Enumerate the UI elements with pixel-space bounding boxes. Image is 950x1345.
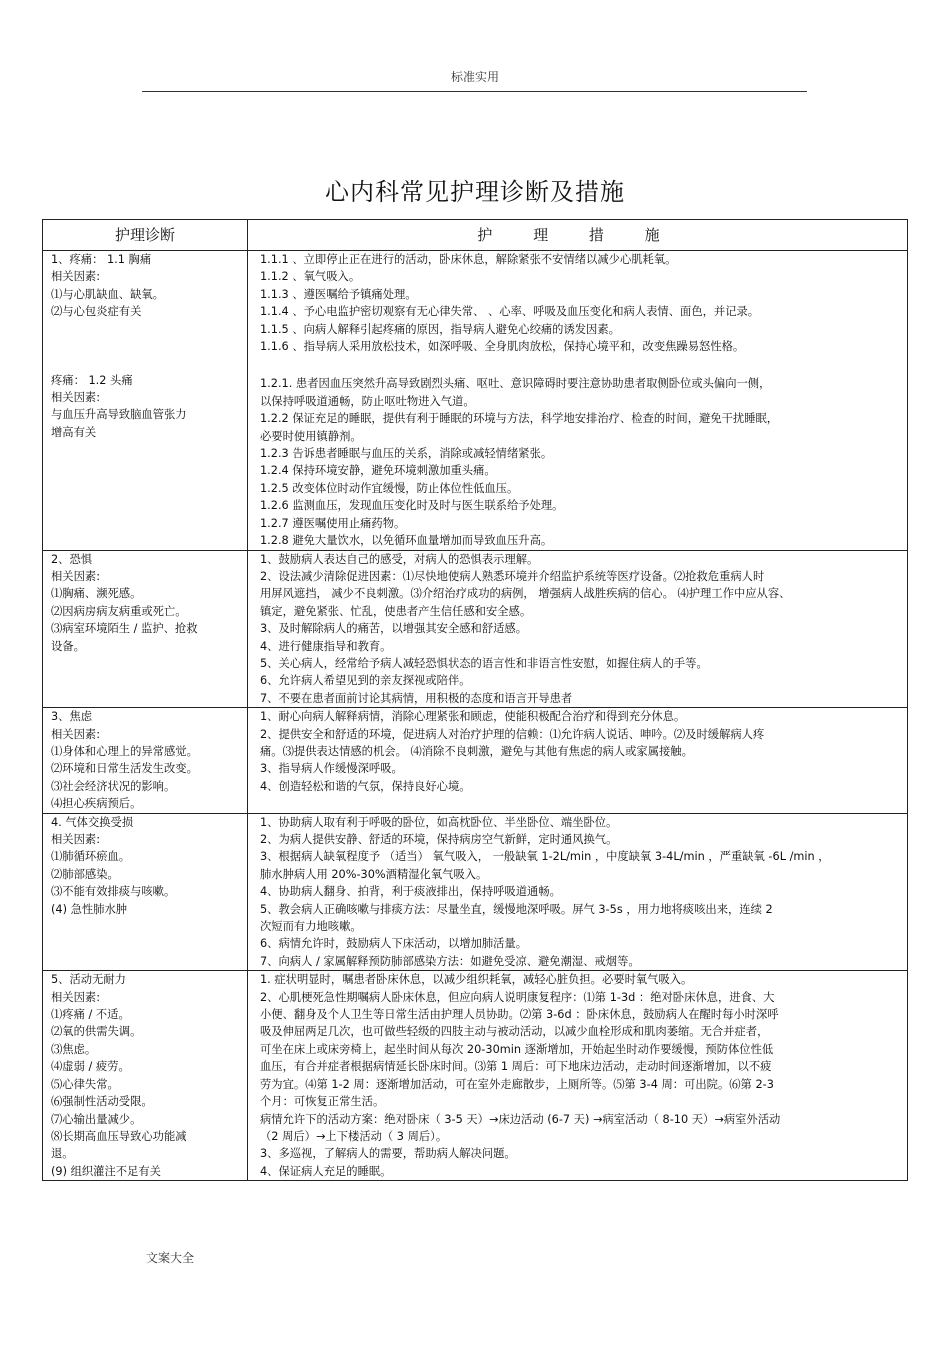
measure-line: 1、鼓励病人表达自己的感受，对病人的恐惧表示理解。 — [260, 552, 539, 566]
diagnosis-cell — [43, 708, 248, 813]
diagnosis-line: 4. 气体交换受损 — [51, 815, 134, 829]
diagnosis-line: ⑷虚弱 / 疲劳。 — [51, 1060, 130, 1074]
measures-cell — [248, 813, 908, 971]
diagnosis-line: 相关因素: — [51, 990, 100, 1004]
diagnosis-cell — [43, 251, 248, 551]
diagnosis-line: ⑵因病房病友病重或死亡。 — [51, 604, 187, 618]
diagnosis-line: ⑵环境和日常生活发生改变。 — [51, 762, 198, 776]
measure-line: 吸及伸屈两足几次，也可做些轻级的四肢主动与被动活动，以减少血栓形成和肌肉萎缩。无合并症者， — [260, 1025, 769, 1039]
measures-column-header: 护 理 措 施 — [248, 220, 908, 251]
table-row — [43, 550, 908, 708]
measure-line: 5、教会病人正确咳嗽与排痰方法：尽量坐直，缓慢地深呼吸。屏气 3-5s ，用力地将痰咳出来，连续 2 — [260, 902, 773, 916]
measure-line: 1.2.4 保持环境安静，避免环境刺激加重头痛。 — [260, 464, 496, 478]
diagnosis-line: ⑶病室环境陌生 / 监护、抢救 — [51, 622, 198, 636]
measure-line: 3、根据病人缺氧程度予 （适当） 氧气吸入， 一般缺氧 1-2L/min ，中度缺氧 3-4L/min ，严重缺氧 -6L /min ， — [260, 850, 830, 864]
measure-line: 痛。⑶提供表达情感的机会。 ⑷消除不良刺激，避免与其他有焦虑的病人或家属接触。 — [260, 744, 693, 758]
measure-line: 7、不要在患者面前讨论其病情，用积极的态度和语言开导患者 — [260, 691, 573, 705]
measures-cell — [248, 708, 908, 813]
diagnosis-line: ⑻长期高血压导致心功能减 — [51, 1129, 187, 1143]
measure-line: 4、保证病人充足的睡眠。 — [260, 1164, 392, 1178]
diagnosis-cell — [43, 971, 248, 1181]
measure-line: 1.1.3 、遵医嘱给予镇痛处理。 — [260, 287, 417, 301]
diagnosis-line: 5、活动无耐力 — [51, 973, 126, 987]
page-footer: 文案大全 — [146, 1251, 195, 1265]
diagnosis-line: 相关因素: — [51, 391, 100, 405]
measure-line: 3、指导病人作缓慢深呼吸。 — [260, 762, 403, 776]
diagnosis-line: 疼痛： 1.2 头痛 — [51, 373, 133, 387]
diagnosis-column-header: 护理诊断 — [43, 220, 248, 251]
diagnosis-line: 相关因素: — [51, 270, 100, 284]
measure-line: 5、关心病人，经常给予病人减轻恐惧状态的语言性和非语言性安慰，如握住病人的手等。 — [260, 656, 708, 670]
measure-line: 肺水肿病人用 20%-30%酒精湿化氧气吸入。 — [260, 867, 488, 881]
diagnosis-line: ⑶不能有效排痰与咳嗽。 — [51, 885, 176, 899]
diagnosis-line: (9) 组织灌注不足有关 — [51, 1164, 161, 1178]
header-divider — [142, 91, 807, 92]
measure-line: 必要时使用镇静剂。 — [260, 429, 362, 443]
measure-line: 2、设法减少清除促进因素：⑴尽快地使病人熟悉环境并介绍监护系统等医疗设备。⑵抢救危重病人时 — [260, 569, 765, 583]
measure-line: 1.2.1. 患者因血压突然升高导致剧烈头痛、呕吐、意识障碍时要注意协助患者取侧卧位或头偏向一侧， — [260, 377, 771, 391]
diagnosis-line: ⑵与心包炎症有关 — [51, 305, 142, 319]
measure-line: 1.2.2 保证充足的睡眠，提供有利于睡眠的环境与方法，科学地安排治疗、检查的时间，避免干扰睡眠， — [260, 412, 779, 426]
measure-line: 2、为病人提供安静、舒适的环境，保持病房空气新鲜，定时通风换气。 — [260, 833, 618, 846]
measure-line: 6、允许病人希望见到的亲友探视或陪伴。 — [260, 674, 471, 688]
measure-line: 劳为宜。⑷第 1-2 周：逐渐增加活动，可在室外走廊散步，上厕所等。⑸第 3-4 周：可出院。⑹第 2-3 — [260, 1077, 774, 1091]
diagnosis-line: 与血压升高导致脑血管张力 — [51, 408, 187, 422]
measure-line: 1.1.5 、向病人解释引起疼痛的原因，指导病人避免心绞痛的诱发因素。 — [260, 322, 620, 336]
diagnosis-line: 2、恐惧 — [51, 552, 93, 566]
measure-line: 1.1.4 、予心电监护密切观察有无心律失常、 、心率、呼吸及血压变化和病人表情、面色，并记录。 — [260, 305, 760, 319]
diagnosis-line: ⑸心律失常。 — [51, 1077, 119, 1091]
measure-line: 镇定，避免紧张、忙乱，使患者产生信任感和安全感。 — [260, 604, 532, 618]
measure-line: 1.1.2 、氧气吸入。 — [260, 270, 361, 284]
diagnosis-cell — [43, 550, 248, 708]
measure-line: 2、心肌梗死急性期嘱病人卧床休息，但应向病人说明康复程序：⑴第 1-3d ：绝对卧床休息，进食、大 — [260, 990, 775, 1004]
table-header-row — [43, 220, 908, 251]
measure-line: 可坐在床上或床旁椅上，起坐时间从每次 20-30min 逐渐增加，开始起坐时动作要缓慢，预防体位性低 — [260, 1042, 774, 1056]
measures-cell — [248, 550, 908, 708]
diagnosis-line: ⑴胸痛、濒死感。 — [51, 587, 142, 601]
measure-line: 6、病情允许时，鼓励病人下床活动，以增加肺活量。 — [260, 937, 528, 951]
diagnosis-line: 增高有关 — [51, 425, 97, 439]
table-row — [43, 251, 908, 551]
diagnosis-line: ⑶焦虑。 — [51, 1042, 97, 1056]
measure-line: 4、进行健康指导和教育。 — [260, 639, 392, 653]
measure-line: 1.1.6 、指导病人采用放松技术，如深呼吸、全身肌肉放松，保持心境平和，改变焦躁易怒性格。 — [260, 340, 745, 354]
measure-line: 7、向病人 / 家属解释预防肺部感染方法：如避免受凉、避免潮湿、戒烟等。 — [260, 954, 640, 968]
measure-line: 2、提供安全和舒适的环境，促进病人对治疗护理的信赖：⑴允许病人说话、呻吟。⑵及时缓解病人疼 — [260, 727, 765, 741]
diagnosis-line: ⑵肺部感染。 — [51, 867, 119, 881]
measure-line: 病情允许下的活动方案：绝对卧床（ 3-5 天）→床边活动 (6-7 天) →病室活动（ 8-10 天）→病室外活动 — [260, 1112, 781, 1126]
table-row — [43, 813, 908, 971]
measure-line: 4、协助病人翻身、拍背，利于痰液排出，保持呼吸道通畅。 — [260, 885, 561, 899]
measure-line: 1.1.1 、立即停止正在进行的活动，卧床休息，解除紧张不安情绪以减少心肌耗氧。 — [260, 253, 677, 266]
measure-line: 4、创造轻松和谐的气氛，保持良好心境。 — [260, 779, 471, 793]
measure-line: （2 周后）→上下楼活动（ 3 周后）。 — [260, 1129, 448, 1143]
measure-line: 1.2.3 告诉患者睡眠与血压的关系，消除或减轻情绪紧张。 — [260, 447, 553, 461]
measure-line: 小便、翻身及个人卫生等日常生活由护理人员协助。⑵第 3-6d ：卧床休息，鼓励病人在醒时每小时深呼 — [260, 1008, 779, 1022]
measure-line: 个月：可恢复正常生活。 — [260, 1095, 385, 1109]
diagnosis-line: (4) 急性肺水肿 — [51, 902, 128, 916]
page-header: 标准实用 — [450, 70, 499, 84]
measure-line: 3、及时解除病人的痛苦，以增强其安全感和舒适感。 — [260, 622, 528, 636]
measure-line: 血压，有合并症者根据病情延长卧床时间。⑶第 1 周后：可下地床边活动，走动时间逐渐增加，以不疲 — [260, 1060, 772, 1074]
diagnosis-line: ⑹强制性活动受限。 — [51, 1095, 153, 1109]
measure-line: 3、多巡视，了解病人的需要，帮助病人解决问题。 — [260, 1147, 516, 1161]
diagnosis-line: ⑷担心疾病预后。 — [51, 797, 142, 811]
diagnosis-line: 设备。 — [51, 639, 85, 653]
diagnosis-line: ⑴疼痛 / 不适。 — [51, 1008, 130, 1022]
measure-line: 1.2.6 监测血压，发现血压变化时及时与医生联系给予处理。 — [260, 499, 564, 513]
measure-line: 次短而有力地咳嗽。 — [260, 920, 362, 934]
measure-line: 1、耐心向病人解释病情，消除心理紧张和顾虑，使能积极配合治疗和得到充分休息。 — [260, 710, 686, 724]
diagnosis-line: 相关因素: — [51, 569, 100, 583]
diagnosis-line: 相关因素: — [51, 727, 100, 741]
measure-line: 以保持呼吸道通畅，防止呕吐物进入气道。 — [260, 394, 475, 408]
table-row — [43, 971, 908, 1181]
nursing-table — [42, 219, 908, 1181]
measures-cell — [248, 251, 908, 551]
diagnosis-cell — [43, 813, 248, 971]
diagnosis-line: 1、疼痛： 1.1 胸痛 — [51, 253, 152, 266]
measure-line: 用屏风遮挡， 减少不良刺激。⑶介绍治疗成功的病例， 增强病人战胜疾病的信心。 ⑷护理工作中应从容、 — [260, 587, 791, 601]
measure-line: 1.2.5 改变体位时动作宜缓慢，防止体位性低血压。 — [260, 481, 519, 495]
diagnosis-line: ⑵氧的供需失调。 — [51, 1025, 142, 1039]
diagnosis-line: ⑴身体和心理上的异常感觉。 — [51, 744, 198, 758]
measures-cell — [248, 971, 908, 1181]
measure-line: 1. 症状明显时，嘱患者卧床休息，以减少组织耗氧，减轻心脏负担。必要时氧气吸入。 — [260, 973, 693, 987]
diagnosis-line: ⑴肺循环瘀血。 — [51, 850, 131, 864]
measure-line: 1.2.7 遵医嘱使用止痛药物。 — [260, 516, 406, 530]
table-row — [43, 708, 908, 813]
diagnosis-line: 3、焦虑 — [51, 710, 93, 724]
measure-line: 1、协助病人取有利于呼吸的卧位，如高枕卧位、半坐卧位、端坐卧位。 — [260, 815, 618, 829]
diagnosis-line: ⑺心输出量减少。 — [51, 1112, 142, 1126]
diagnosis-line: ⑶社会经济状况的影响。 — [51, 779, 176, 793]
document-title: 心内科常见护理诊断及措施 — [325, 178, 625, 206]
measure-line: 1.2.8 避免大量饮水，以免循环血量增加而导致血压升高。 — [260, 534, 553, 548]
diagnosis-line: ⑴与心肌缺血、缺氧。 — [51, 287, 164, 301]
diagnosis-line: 退。 — [51, 1147, 74, 1161]
diagnosis-line: 相关因素: — [51, 833, 100, 846]
